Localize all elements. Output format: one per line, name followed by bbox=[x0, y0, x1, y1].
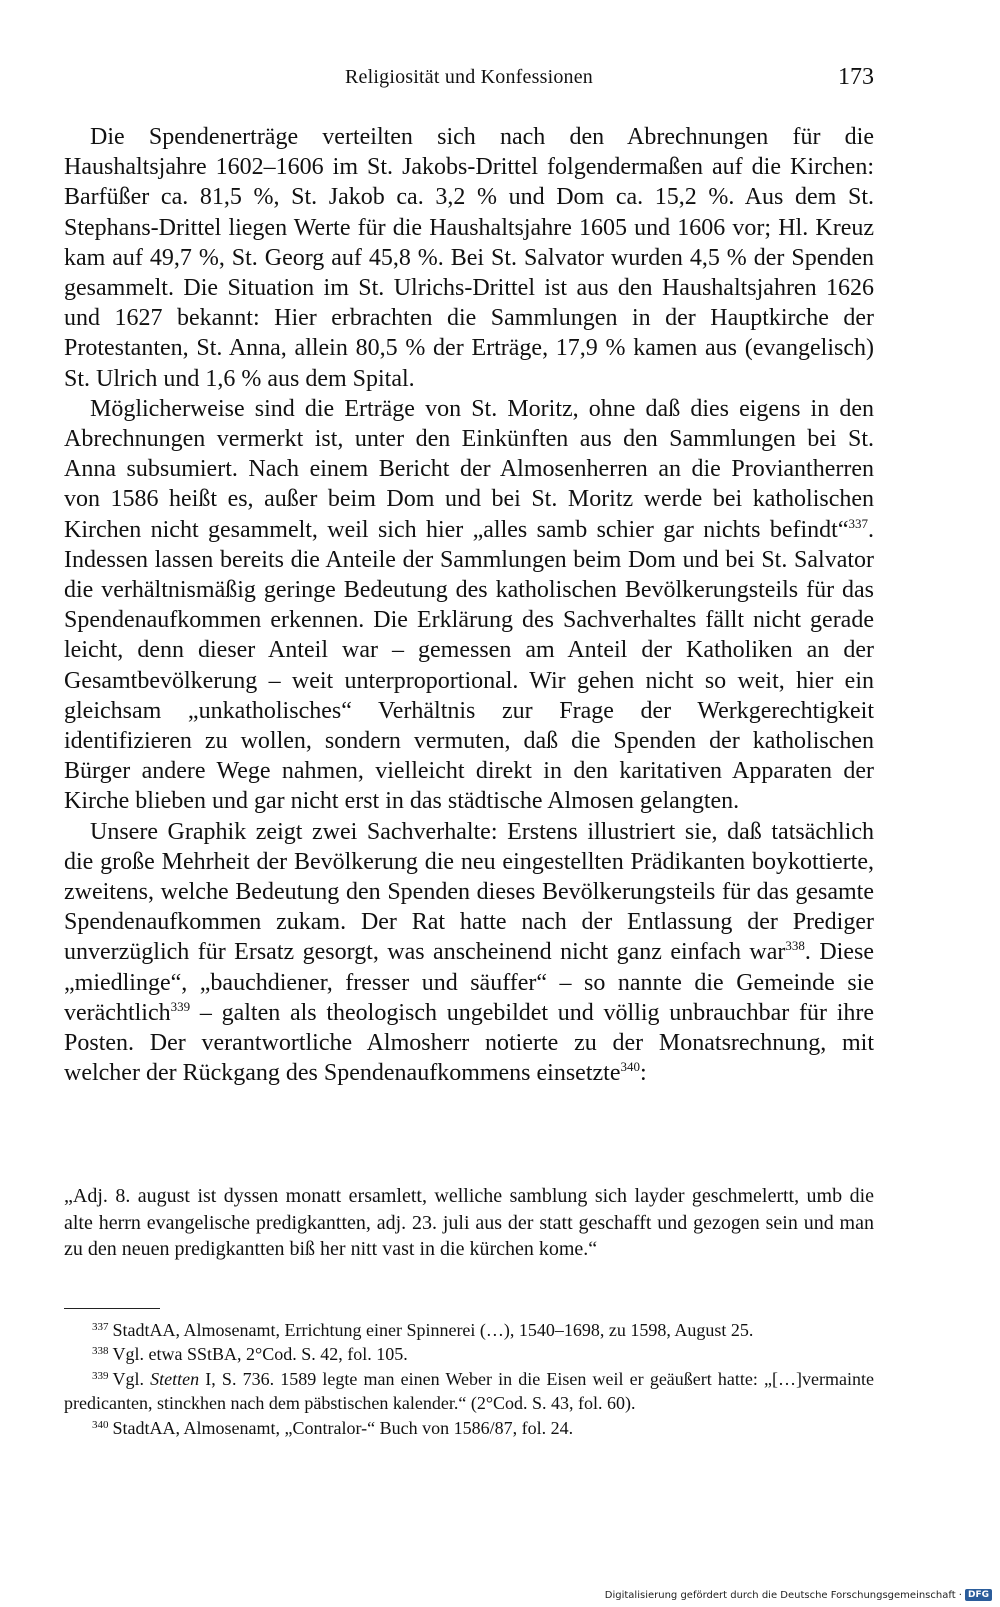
footnote-divider bbox=[64, 1308, 160, 1309]
footnote-337 bbox=[64, 1318, 874, 1342]
footnote-340 bbox=[64, 1416, 874, 1440]
paragraph-3-part-d: : bbox=[639, 1060, 647, 1087]
footnote-number: 337 bbox=[92, 1321, 109, 1333]
body-text bbox=[64, 122, 874, 1089]
digitization-credit bbox=[605, 1589, 992, 1601]
footnote-338 bbox=[64, 1342, 874, 1366]
paragraph-3-part-a: Unsere Graphik zeigt zwei Sachverhalte: Erstens illustriert sie, daß tatsächlich die große Mehrheit der Bevölkerung die neu eingestellten Prädikanten boykottierte, zweitens, welche Bedeutung den Spenden dieses Bevölkerungsteils für das gesamte Spendenaufkommen zukam. Der Rat hatte nach der Entlassung der Prediger unverzüglich für Ersatz gesorgt, was anscheinend nicht ganz einfach war bbox=[64, 818, 874, 966]
footnote-ref-338[interactable]: 338 bbox=[785, 938, 805, 954]
paragraph-3 bbox=[64, 817, 874, 1089]
footnote-text-a: Vgl. bbox=[112, 1368, 151, 1389]
credit-text: Digitalisierung gefördert durch die Deutsche Forschungsgemeinschaft · bbox=[604, 1589, 962, 1601]
footnote-text-b: I, S. 736. 1589 legte man einen Weber in die Eisen weil er geäußert hatte: „[…]vermainte predicanten, stinckhen nach dem päbstischen kalender.“ (2°Cod. S. 43, fol. 60). bbox=[64, 1368, 875, 1414]
page-number: 173 bbox=[838, 64, 874, 90]
running-title: Religiosität und Konfessionen bbox=[345, 66, 593, 88]
dfg-logo-icon: DFG bbox=[965, 1589, 992, 1601]
footnote-italic-author: Stetten bbox=[150, 1368, 200, 1389]
footnote-text: Vgl. etwa SStBA, 2°Cod. S. 42, fol. 105. bbox=[112, 1344, 408, 1365]
block-quote: „Adj. 8. august ist dyssen monatt ersamlett, welliche samblung sich layder geschmelertt, umb die alte herrn evangelische predigkantten, adj. 23. juli aus der statt geschafft und gezogen sein und man zu den neuen predigkantten biß her nitt vast in die kürchen kome.“ bbox=[64, 1185, 874, 1261]
paragraph-3-part-c: – galten als theologisch ungebildet und völlig unbrauchbar für ihre Posten. Der verantwortliche Almosherr notierte zu der Monatsrechnung, mit welcher der Rückgang des Spendenaufkommens einsetzte bbox=[64, 999, 874, 1087]
footnote-ref-337[interactable]: 337 bbox=[848, 515, 868, 531]
paragraph-2-part-b: . Indessen lassen bereits die Anteile der Sammlungen beim Dom und bei St. Salvator die verhältnismäßig geringe Bedeutung des katholischen Bevölkerungsteils für das Spendenaufkommen erkennen. Die Erklärung des Sachverhaltes fällt nicht gerade leicht, denn dieser Anteil war – gemessen am Anteil der Katholiken an der Gesamtbevölkerung – weit unterproportional. Wir gehen nicht so weit, hier ein gleichsam „unkatholisches“ Verhältnis zur Frage der Werkgerechtigkeit identifizieren zu wollen, sondern vermuten, daß die Spenden der katholischen Bürger andere Wege nahmen, vielleicht direkt in den karitativen Apparaten der Kirche blieben und gar nicht erst in das städtische Almosen gelangten. bbox=[64, 516, 874, 815]
footnote-number: 338 bbox=[92, 1345, 109, 1358]
paragraph-2-part-a: Möglicherweise sind die Erträge von St. Moritz, ohne daß dies eigens in den Abrechnungen vermerkt ist, unter den Einkünften aus den Sammlungen bei St. Anna subsumiert. Nach einem Bericht der Almosenherren an die Proviantherren von 1586 heißt es, außer beim Dom und bei St. Moritz werde bei katholischen Kirchen nicht gesammelt, weil sich hier „alles samb schier gar nichts befindt“ bbox=[64, 395, 874, 543]
footnote-text: StadtAA, Almosenamt, „Contralor-“ Buch von 1586/87, fol. 24. bbox=[112, 1417, 574, 1438]
footnote-ref-340[interactable]: 340 bbox=[620, 1059, 640, 1075]
paragraph-3-part-b: . Diese „miedlinge“, „bauchdiener, fresser und säuffer“ – so nannte die Gemeinde sie verächtlich bbox=[64, 939, 874, 1026]
footnote-number: 339 bbox=[92, 1369, 109, 1382]
footnote-ref-339[interactable]: 339 bbox=[170, 998, 191, 1014]
running-head bbox=[64, 66, 874, 96]
paragraph-2 bbox=[64, 394, 874, 817]
footnote-339 bbox=[64, 1367, 874, 1416]
footnotes bbox=[64, 1318, 874, 1440]
footnote-text: StadtAA, Almosenamt, Errichtung einer Spinnerei (…), 1540–1698, zu 1598, August 25. bbox=[112, 1320, 754, 1340]
footnote-number: 340 bbox=[92, 1418, 109, 1431]
paragraph-1: Die Spendenerträge verteilten sich nach den Abrechnungen für die Haushaltsjahre 1602–1606 im St. Jakobs-Drittel folgendermaßen auf die Kirchen: Barfüßer ca. 81,5 %, St. Jakob ca. 3,2 % und Dom ca. 15,2 %. Aus dem St. Stephans-Drittel liegen Werte für die Haushaltsjahre 1605 und 1606 vor; Hl. Kreuz kam auf 49,7 %, St. Georg auf 45,8 %. Bei St. Salvator wurden 4,5 % der Spenden gesammelt. Die Situation im St. Ulrichs-Drittel ist aus den Haushaltsjahren 1626 und 1627 bekannt: Hier erbrachten die Sammlungen in der Hauptkirche der Protestanten, St. Anna, allein 80,5 % der Erträge, 17,9 % kamen aus (evangelisch) St. Ulrich und 1,6 % aus dem Spital. bbox=[64, 124, 874, 392]
